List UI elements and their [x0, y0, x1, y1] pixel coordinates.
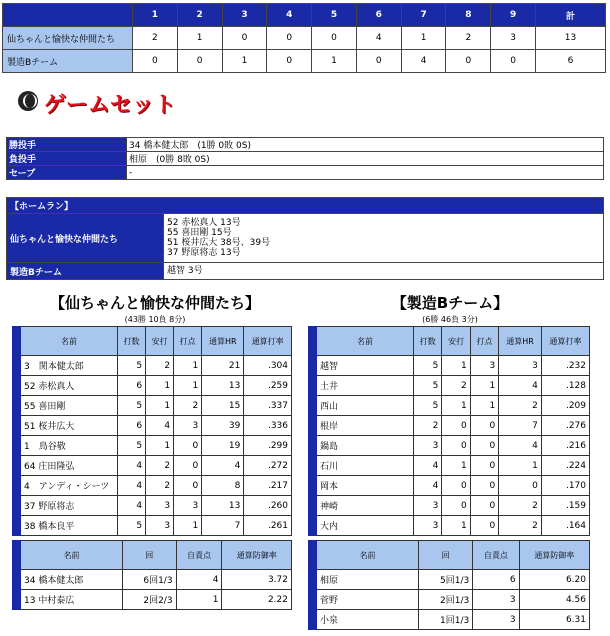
table-edge: [13, 590, 21, 610]
total-hr: 21: [202, 356, 244, 376]
table-edge: [13, 396, 21, 416]
batter-row: [13, 496, 292, 516]
batting-header-row: [13, 327, 292, 356]
total-era: 6.31: [519, 610, 589, 630]
score-cell: 0: [177, 50, 222, 73]
inning-5: 5: [312, 4, 357, 27]
team-a-pitching-table: [12, 540, 292, 610]
batter-row: [13, 416, 292, 436]
batter-row: [13, 436, 292, 456]
batter-row: [309, 376, 590, 396]
total-avg: .209: [541, 396, 589, 416]
save-label: セーブ: [7, 166, 127, 180]
homerun-team-a: 仙ちゃんと愉快な仲間たち: [7, 214, 164, 263]
col-total-avg: 通算打率: [244, 327, 292, 356]
total-hr: 13: [202, 376, 244, 396]
total-era: 2.22: [222, 590, 292, 610]
winning-pitcher-label: 勝投手: [7, 138, 127, 152]
col-hits: 安打: [146, 327, 174, 356]
rbi: 0: [470, 436, 498, 456]
save-row: [7, 166, 604, 180]
col-hits: 安打: [442, 327, 470, 356]
batter-name: 根岸: [317, 416, 414, 436]
batter-name: 37 野原将志: [21, 496, 118, 516]
batter-row: [13, 516, 292, 536]
total-avg: .159: [541, 496, 589, 516]
homerun-row-team-a: [7, 214, 604, 263]
rbi: 3: [174, 496, 202, 516]
batter-row: [309, 416, 590, 436]
table-edge: [309, 541, 317, 570]
scoreboard-corner: [3, 4, 133, 27]
rbi: 0: [174, 436, 202, 456]
batter-name: 51 桜井広大: [21, 416, 118, 436]
score-cell: 2: [446, 27, 491, 50]
at-bats: 3: [414, 516, 442, 536]
homerun-team-b-list: [164, 263, 604, 280]
pitcher-row: [13, 590, 292, 610]
score-cell: 3: [491, 27, 536, 50]
total-hr: 39: [202, 416, 244, 436]
batter-row: [309, 496, 590, 516]
pitching-header-row: [309, 541, 590, 570]
total-hr: 2: [499, 496, 542, 516]
rbi: 0: [470, 416, 498, 436]
at-bats: 2: [414, 416, 442, 436]
score-cell: 2: [133, 27, 178, 50]
inning-3: 3: [222, 4, 267, 27]
rbi: 0: [470, 516, 498, 536]
col-at-bats: 打数: [118, 327, 146, 356]
homerun-title: 【ホームラン】: [7, 198, 604, 214]
col-innings: 回: [419, 541, 473, 570]
table-edge: [13, 436, 21, 456]
table-edge: [309, 327, 317, 356]
rbi: 0: [470, 476, 498, 496]
rbi: 0: [470, 456, 498, 476]
batter-name: 52 赤松真人: [21, 376, 118, 396]
total-hr: 0: [499, 476, 542, 496]
col-total-era: 通算防御率: [519, 541, 589, 570]
score-cell: 1: [401, 27, 446, 50]
at-bats: 3: [414, 496, 442, 516]
batter-row: [13, 476, 292, 496]
team-b-batting-table: [308, 326, 590, 536]
score-cell: 0: [312, 27, 357, 50]
batter-row: [13, 356, 292, 376]
table-edge: [13, 516, 21, 536]
batter-name: 越智: [317, 356, 414, 376]
homerun-table: [6, 197, 604, 280]
hits: 0: [442, 476, 470, 496]
batter-row: [13, 396, 292, 416]
losing-pitcher-value: 相原 (0勝 8敗 0S): [127, 152, 604, 166]
table-edge: [13, 376, 21, 396]
pitcher-row: [13, 570, 292, 590]
homerun-row-team-b: [7, 263, 604, 280]
earned-runs: 4: [176, 570, 222, 590]
innings: 1回1/3: [419, 610, 473, 630]
baseball-icon: [18, 91, 38, 111]
pitcher-name: 34 橋本健太郎: [21, 570, 123, 590]
homerun-title-row: [7, 198, 604, 214]
team-b-pitching-table: [308, 540, 590, 630]
hits: 3: [146, 496, 174, 516]
total-avg: .272: [244, 456, 292, 476]
rbi: 0: [174, 476, 202, 496]
rbi: 0: [470, 496, 498, 516]
team-a-title: 【仙ちゃんと愉快な仲間たち】: [49, 294, 260, 312]
table-edge: [309, 496, 317, 516]
total-avg: .224: [541, 456, 589, 476]
rbi: 1: [174, 376, 202, 396]
col-rbi: 打点: [174, 327, 202, 356]
at-bats: 4: [414, 456, 442, 476]
batter-name: 64 庄田隆弘: [21, 456, 118, 476]
scoreboard-row-team-b: [3, 50, 606, 73]
hits: 0: [442, 496, 470, 516]
col-total-hr: 通算HR: [499, 327, 542, 356]
team-b-name: 製造Bチーム: [3, 50, 133, 73]
rbi: 3: [174, 416, 202, 436]
table-edge: [309, 436, 317, 456]
earned-runs: 3: [473, 590, 519, 610]
total-hr: 3: [499, 356, 542, 376]
hits: 2: [146, 476, 174, 496]
col-total-era: 通算防御率: [222, 541, 292, 570]
hits: 1: [146, 436, 174, 456]
scoreboard-row-team-a: [3, 27, 606, 50]
pitcher-row: [309, 590, 590, 610]
score-cell: 0: [267, 27, 312, 50]
batter-name: 石川: [317, 456, 414, 476]
team-a-batting-table: [12, 326, 292, 536]
table-edge: [309, 416, 317, 436]
total-avg: .299: [244, 436, 292, 456]
total-avg: .304: [244, 356, 292, 376]
rbi: 1: [470, 376, 498, 396]
at-bats: 3: [414, 436, 442, 456]
hits: 2: [146, 456, 174, 476]
scoreboard: [2, 3, 606, 73]
total-hr: 4: [499, 436, 542, 456]
at-bats: 4: [118, 456, 146, 476]
col-earned-runs: 自責点: [176, 541, 222, 570]
game-set-logo: [16, 88, 196, 116]
total-avg: .128: [541, 376, 589, 396]
total-header: 計: [536, 4, 606, 27]
score-cell: 0: [267, 50, 312, 73]
inning-1: 1: [133, 4, 178, 27]
innings: 6回1/3: [123, 570, 177, 590]
total-hr: 8: [202, 476, 244, 496]
total-era: 3.72: [222, 570, 292, 590]
at-bats: 5: [118, 356, 146, 376]
hits: 1: [442, 356, 470, 376]
total-hr: 1: [499, 456, 542, 476]
hits: 1: [146, 396, 174, 416]
team-a-name: 仙ちゃんと愉快な仲間たち: [3, 27, 133, 50]
pitcher-row: [309, 570, 590, 590]
total-era: 4.56: [519, 590, 589, 610]
total-avg: .261: [244, 516, 292, 536]
rbi: 0: [174, 456, 202, 476]
batter-row: [13, 376, 292, 396]
total-hr: 7: [202, 516, 244, 536]
at-bats: 5: [414, 396, 442, 416]
score-cell: 4: [401, 50, 446, 73]
table-edge: [309, 476, 317, 496]
pitching-header-row: [13, 541, 292, 570]
batter-row: [309, 356, 590, 376]
at-bats: 4: [414, 476, 442, 496]
at-bats: 4: [118, 476, 146, 496]
homerun-team-a-list: [164, 214, 604, 263]
table-edge: [13, 541, 21, 570]
hits: 3: [146, 516, 174, 536]
homerun-entry: 55 喜田剛 15号: [167, 228, 232, 238]
score-cell: 4: [356, 27, 401, 50]
batter-row: [309, 436, 590, 456]
team-a-record: (43勝 10負 8分): [124, 315, 186, 324]
pitcher-results: [6, 137, 604, 180]
at-bats: 5: [414, 376, 442, 396]
earned-runs: 6: [473, 570, 519, 590]
score-cell: 0: [356, 50, 401, 73]
batter-name: 神崎: [317, 496, 414, 516]
table-edge: [309, 516, 317, 536]
rbi: 2: [174, 396, 202, 416]
pitcher-name: 小泉: [317, 610, 419, 630]
hits: 0: [442, 436, 470, 456]
total-hr: 4: [202, 456, 244, 476]
homerun-entry: 51 桜井広大 38号、39号: [167, 238, 271, 248]
at-bats: 5: [118, 396, 146, 416]
winning-pitcher-row: [7, 138, 604, 152]
total-hr: 2: [499, 396, 542, 416]
score-total: 13: [536, 27, 606, 50]
rbi: 1: [174, 516, 202, 536]
total-hr: 13: [202, 496, 244, 516]
table-edge: [13, 570, 21, 590]
table-edge: [309, 356, 317, 376]
total-avg: .259: [244, 376, 292, 396]
batter-name: 3 関本健太郎: [21, 356, 118, 376]
total-avg: .336: [244, 416, 292, 436]
pitcher-name: 相原: [317, 570, 419, 590]
batter-name: 大内: [317, 516, 414, 536]
batter-row: [13, 456, 292, 476]
save-value: -: [127, 166, 604, 180]
table-edge: [13, 476, 21, 496]
at-bats: 5: [118, 436, 146, 456]
total-era: 6.20: [519, 570, 589, 590]
score-cell: 1: [177, 27, 222, 50]
batting-header-row: [309, 327, 590, 356]
pitcher-name: 13 中村泰広: [21, 590, 123, 610]
score-cell: 0: [133, 50, 178, 73]
innings: 2回1/3: [419, 590, 473, 610]
table-edge: [13, 496, 21, 516]
rbi: 3: [470, 356, 498, 376]
batter-name: 1 鳥谷敬: [21, 436, 118, 456]
score-cell: 0: [491, 50, 536, 73]
batter-name: 鍋島: [317, 436, 414, 456]
total-avg: .232: [541, 356, 589, 376]
col-innings: 回: [123, 541, 177, 570]
table-edge: [309, 396, 317, 416]
table-edge: [309, 376, 317, 396]
team-b-title: 【製造Bチーム】: [391, 294, 509, 312]
hits: 2: [146, 356, 174, 376]
earned-runs: 1: [176, 590, 222, 610]
pitcher-row: [309, 610, 590, 630]
homerun-team-b: 製造Bチーム: [7, 263, 164, 280]
hits: 1: [146, 376, 174, 396]
rbi: 1: [174, 356, 202, 376]
col-earned-runs: 自責点: [473, 541, 519, 570]
score-cell: 1: [222, 50, 267, 73]
batter-name: 西山: [317, 396, 414, 416]
hits: 1: [442, 516, 470, 536]
homerun-entry: 37 野原将志 13号: [167, 248, 241, 258]
batter-name: 岡本: [317, 476, 414, 496]
hits: 1: [442, 396, 470, 416]
col-rbi: 打点: [470, 327, 498, 356]
col-name: 名前: [21, 327, 118, 356]
inning-2: 2: [177, 4, 222, 27]
total-hr: 7: [499, 416, 542, 436]
inning-4: 4: [267, 4, 312, 27]
batter-row: [309, 516, 590, 536]
table-edge: [13, 356, 21, 376]
batter-row: [309, 476, 590, 496]
total-avg: .337: [244, 396, 292, 416]
total-avg: .216: [541, 436, 589, 456]
total-hr: 19: [202, 436, 244, 456]
total-avg: .170: [541, 476, 589, 496]
total-avg: .260: [244, 496, 292, 516]
batter-row: [309, 396, 590, 416]
batter-name: 55 喜田剛: [21, 396, 118, 416]
table-edge: [309, 570, 317, 590]
total-avg: .217: [244, 476, 292, 496]
col-at-bats: 打数: [414, 327, 442, 356]
winning-pitcher-value: 34 橋本健太郎 (1勝 0敗 0S): [127, 138, 604, 152]
score-cell: 0: [222, 27, 267, 50]
at-bats: 5: [118, 516, 146, 536]
col-total-avg: 通算打率: [541, 327, 589, 356]
at-bats: 5: [414, 356, 442, 376]
team-b-record: (6勝 46負 3分): [422, 315, 478, 324]
at-bats: 6: [118, 376, 146, 396]
hits: 2: [442, 376, 470, 396]
total-hr: 15: [202, 396, 244, 416]
earned-runs: 3: [473, 610, 519, 630]
table-edge: [309, 610, 317, 630]
homerun-entry: 52 赤松真人 13号: [167, 218, 241, 228]
homerun-entry: 越智 3号: [167, 266, 203, 276]
inning-6: 6: [356, 4, 401, 27]
col-name: 名前: [317, 327, 414, 356]
table-edge: [13, 416, 21, 436]
hits: 0: [442, 416, 470, 436]
batter-row: [309, 456, 590, 476]
at-bats: 6: [118, 416, 146, 436]
score-cell: 0: [446, 50, 491, 73]
inning-7: 7: [401, 4, 446, 27]
total-hr: 2: [499, 516, 542, 536]
batter-name: 4 アンディ・シーツ: [21, 476, 118, 496]
at-bats: 4: [118, 496, 146, 516]
batter-name: 38 橋本良平: [21, 516, 118, 536]
hits: 1: [442, 456, 470, 476]
rbi: 1: [470, 396, 498, 416]
inning-9: 9: [491, 4, 536, 27]
table-edge: [13, 456, 21, 476]
losing-pitcher-row: [7, 152, 604, 166]
table-edge: [13, 327, 21, 356]
table-edge: [309, 456, 317, 476]
score-cell: 1: [312, 50, 357, 73]
col-name: 名前: [317, 541, 419, 570]
hits: 4: [146, 416, 174, 436]
table-edge: [309, 590, 317, 610]
inning-8: 8: [446, 4, 491, 27]
losing-pitcher-label: 負投手: [7, 152, 127, 166]
pitcher-name: 菅野: [317, 590, 419, 610]
innings: 5回1/3: [419, 570, 473, 590]
total-avg: .164: [541, 516, 589, 536]
total-hr: 4: [499, 376, 542, 396]
innings: 2回2/3: [123, 590, 177, 610]
scoreboard-header-row: [3, 4, 606, 27]
col-name: 名前: [21, 541, 123, 570]
batter-name: 土井: [317, 376, 414, 396]
total-avg: .276: [541, 416, 589, 436]
game-set-text: ゲームセット: [44, 93, 177, 118]
col-total-hr: 通算HR: [202, 327, 244, 356]
score-total: 6: [536, 50, 606, 73]
